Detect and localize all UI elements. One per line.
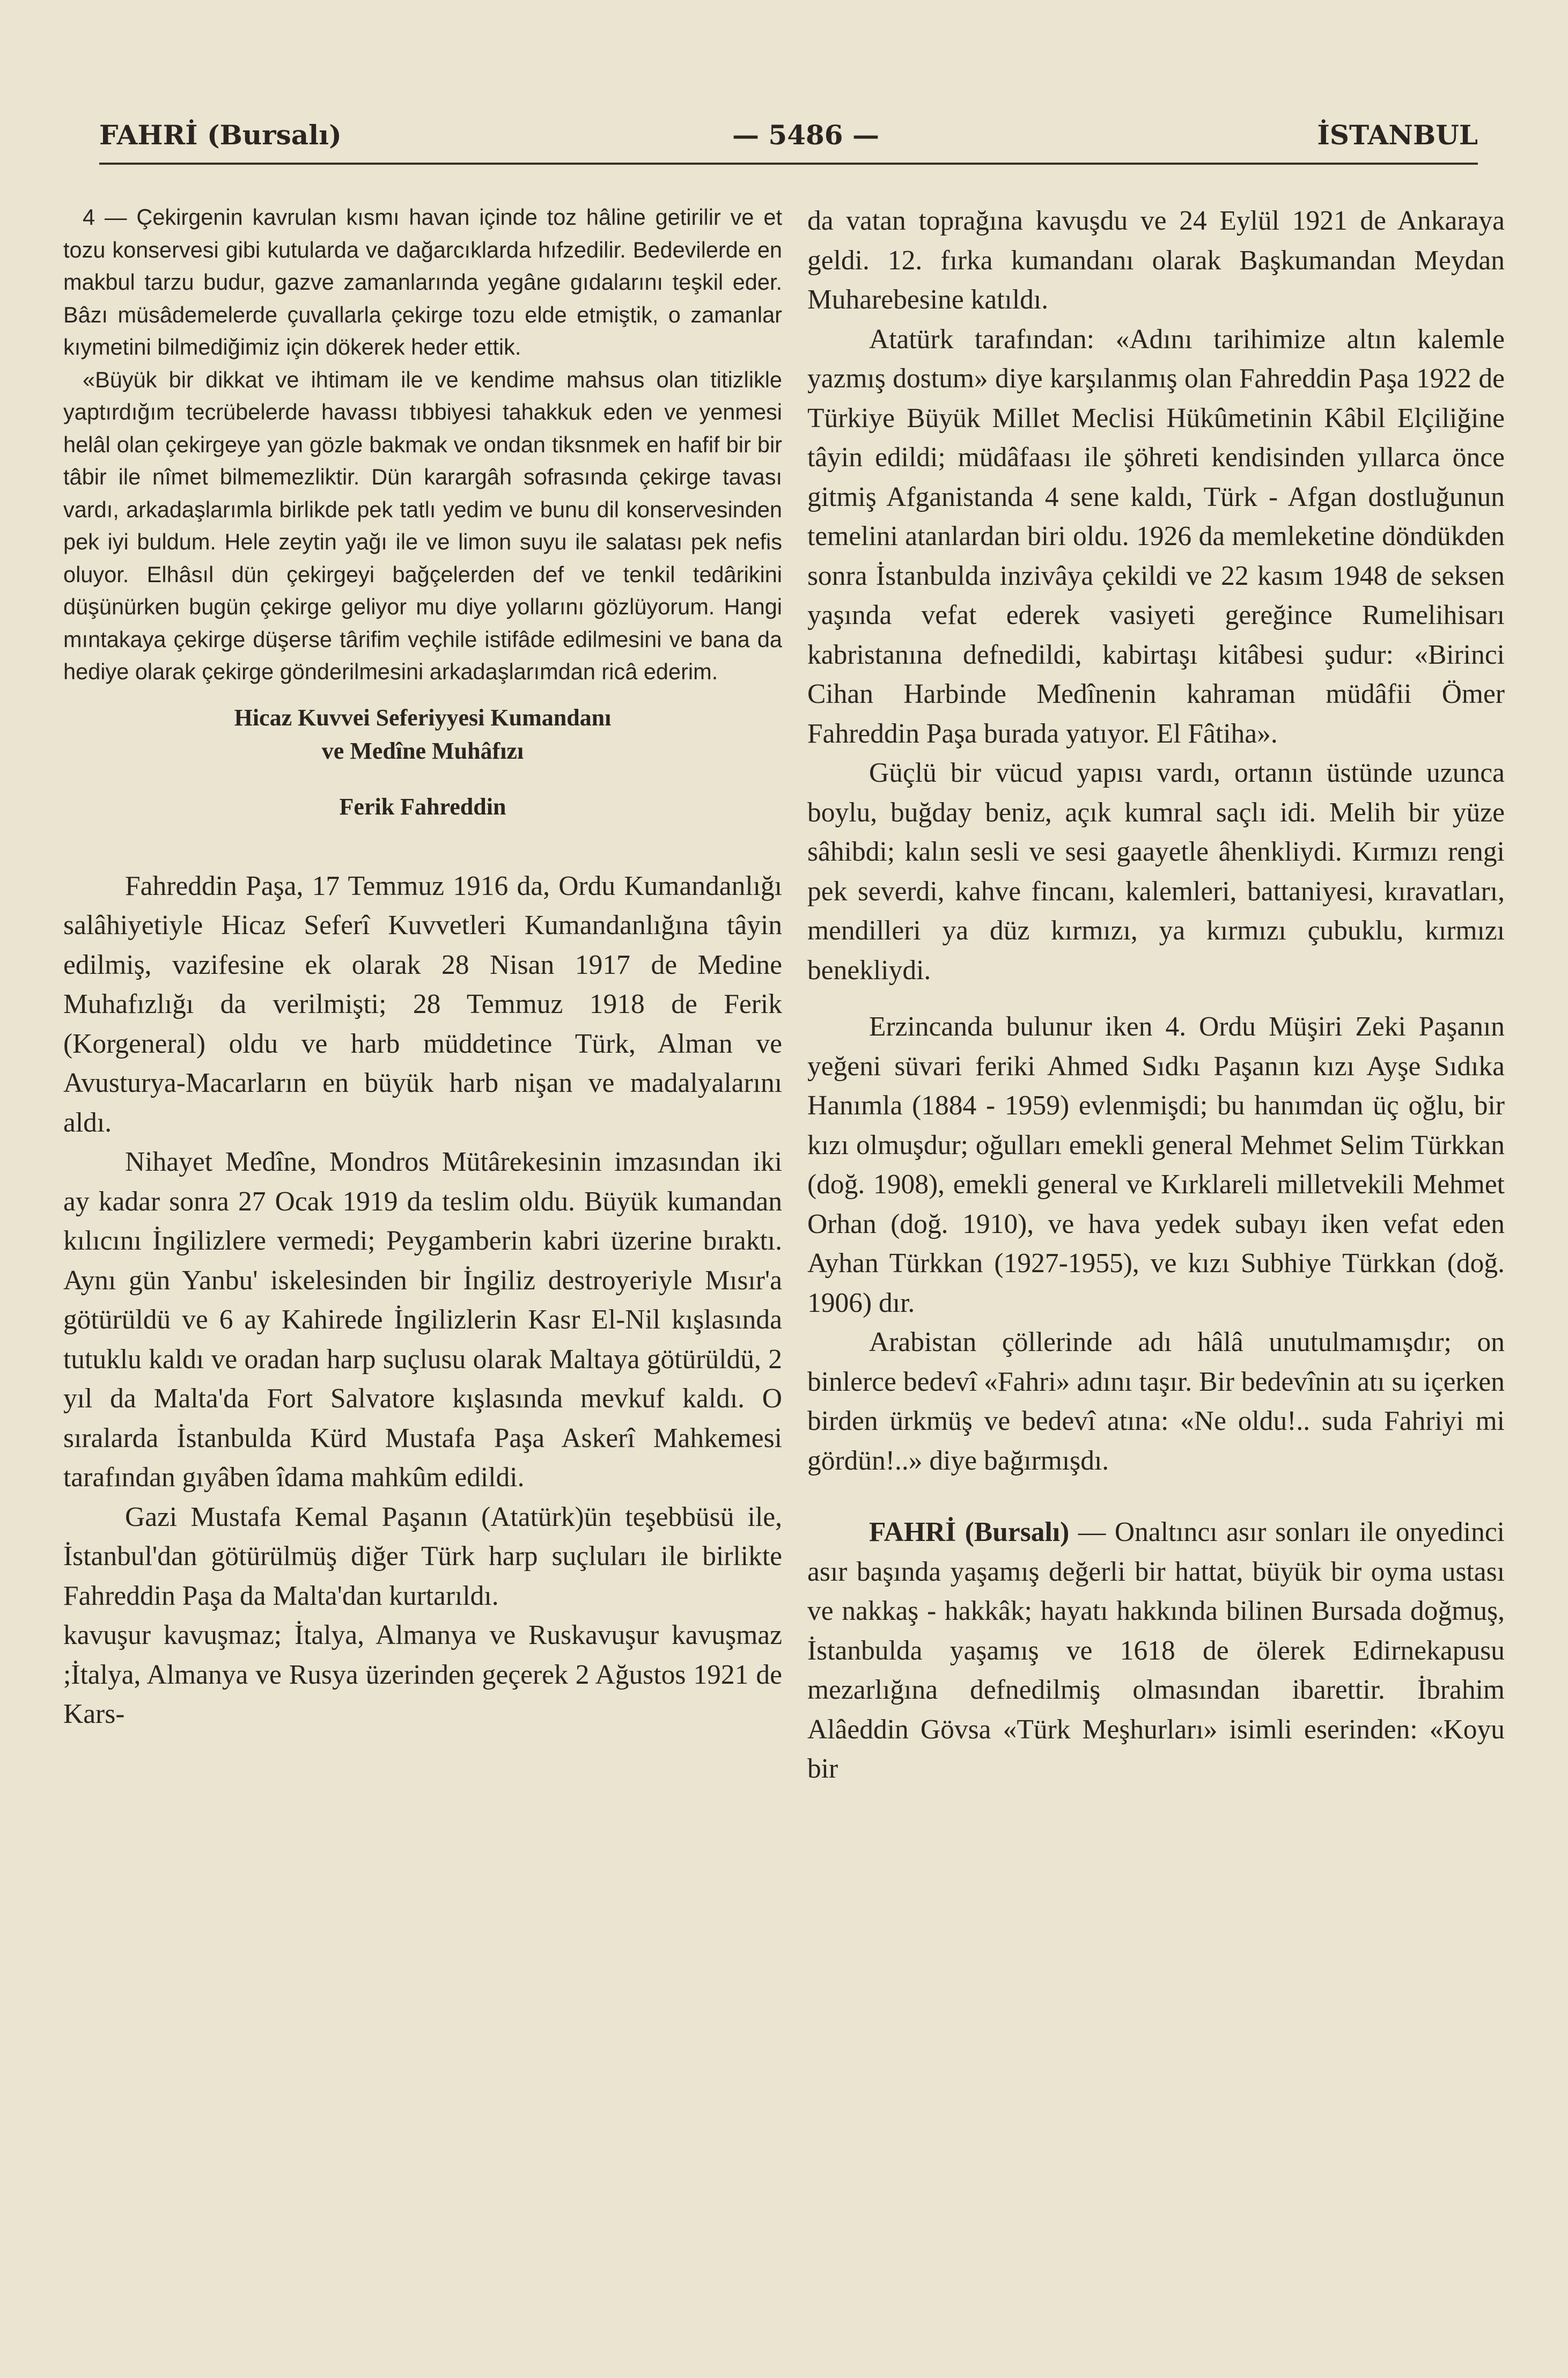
body-paragraph: da vatan toprağına kavuşdu ve 24 Eylül 1921 de Ankaraya geldi. 12. fırka kumandanı olarak Başkumandan Meydan Muharebesine katıldı. xyxy=(807,205,1505,315)
signature-title: Hicaz Kuvvei Seferiyyesi Kumandanı xyxy=(234,704,612,731)
article-body-right xyxy=(807,201,1505,1789)
entry-text: — Onaltıncı asır sonları ile onyedinci asır başında yaşamış değerli bir hattat, büyük bir oyma ustası ve nakkaş - hakkâk; hayatı hakkında bilinen Bursada doğmuş, İstanbulda yaşamış ve 1618 de ölerek Edirnekapusu mezarlığına defnedilmiş olmasından ibarettir. İbrahim Alâeddin Gövsa «Türk Meşhurları» isimli eserinden: «Koyu bir xyxy=(807,1517,1505,1784)
body-paragraph: Nihayet Medîne, Mondros Mütârekesinin imzasından iki ay kadar sonra 27 Ocak 1919 da teslim oldu. Büyük kumandan kılıcını İngilizlere vermedi; Peygamberin kabri üzerine bıraktı. Aynı gün Yanbu' iskelesinden bir İngiliz destroyeriyle Mısır'a götürüldü ve 6 ay Kahirede İngilizlerin Kasr El-Nil kışlasında tutuklu kaldı ve oradan harp suçlusu olarak Maltaya götürüldü, 2 yıl da Malta'da Fort Salvatore kışlasında mevkuf kaldı. O sıralarda İstanbulda Kürd Mustafa Paşa Askerî Mahkemesi tarafından gıyâben îdama mahkûm edildi. xyxy=(63,1147,782,1493)
body-paragraph: Arabistan çöllerinde adı hâlâ unutulmamışdır; on binlerce bedevî «Fahri» adını taşır. Bir bedevînin atı su içerken birden ürkmüş ve bedevî atına: «Ne oldu!.. suda Fahriyi mi gördün!..» diye bağırmışdı. xyxy=(807,1327,1505,1476)
article-body-left xyxy=(63,867,782,1734)
entry-paragraph xyxy=(807,1513,1505,1789)
quote-paragraph: 4 — Çekirgenin kavrulan kısmı havan içinde toz hâline getirilir ve et tozu konservesi gibi kutularda ve dağarcıklarda hıfzedilir. Bedevilerde en makbul tarzu budur, gazve zamanlarında yegâne gıdalarını teşkil eder. Bâzı müsâdemelerde çuvallarla çekirge tozu elde etmiştik, o zamanlar kıymetini bilmediğimiz için dökerek heder ettik. xyxy=(63,204,782,359)
header-entry-name: FAHRİ (Bursalı) xyxy=(99,119,342,151)
quoted-letter xyxy=(63,201,782,688)
signature-title: ve Medîne Muhâfızı xyxy=(321,737,524,764)
header-rule xyxy=(99,163,1478,165)
body-paragraph: kavuşur kavuşmaz; İtalya, Almanya ve Ruskavuşur kavuşmaz ;İtalya, Almanya ve Rusya üzerinden geçerek 2 Ağustos 1921 de Kars- xyxy=(63,1620,782,1729)
page-header xyxy=(99,119,1478,157)
quote-paragraph: «Büyük bir dikkat ve ihtimam ile ve kendime mahsus olan titizlikle yaptırdığım tecrübelerde havassı tıbbiyesi tahakkuk eden ve yenmesi helâl olan çekirgeye yan gözle bakmak ve ondan tiksnmek en hafif bir bir tâbir ile nîmet bilmemezliktir. Dün karargâh sofrasında çekirge tavası vardı, arkadaşlarımla birlikde pek tatlı yedim ve bunu dil konservesinden pek iyi buldum. Hele zeytin yağı ile ve limon suyu ile salatası pek nefis oluyor. Elhâsıl dün çekirgeyi bağçelerden def ve tenkil tedârikini düşünürken bugün çekirge geliyor mu diye yollarını gözlüyorum. Hangi mıntakaya çekirge düşerse târifim veçhile istifâde edilmesini ve bana da hediye olarak çekirge gönderilmesini arkadaşlarımdan ricâ ederim. xyxy=(63,366,782,684)
right-column xyxy=(807,201,1505,1789)
signature-name: Ferik Fahreddin xyxy=(339,793,506,820)
body-paragraph: Atatürk tarafından: «Adını tarihimize altın kalemle yazmış dostum» diye karşılanmış olan Fahreddin Paşa 1922 de Türkiye Büyük Millet Meclisi Hükûmetinin Kâbil Elçiliğine tâyin edildi; müdâfaası ile şöhreti kendisinden yıllarca önce gitmiş Afganistanda 4 sene kaldı, Türk - Afgan dostluğunun temelini atanlardan biri oldu. 1926 da memleketine döndükden sonra İstanbulda inzivâya çekildi ve 22 kasım 1948 de seksen yaşında vefat ederek vasiyeti gereğince Rumelihisarı kabristanına defnedildi, kabirtaşı kitâbesi şudur: «Birinci Cihan Harbinde Medînenin kahraman müdâfii Ömer Fahreddin Paşa burada yatıyor. El Fâtiha». xyxy=(807,324,1505,749)
body-paragraph: Fahreddin Paşa, 17 Temmuz 1916 da, Ordu Kumandanlığı salâhiyetiyle Hicaz Seferî Kuvvetleri Kumandanlığına tâyin edilmiş, vazifesine ek olarak 28 Nisan 1917 de Medine Muhafızlığı da verilmişti; 28 Temmuz 1918 de Ferik (Korgeneral) oldu ve harb müddetince Türk, Alman ve Avusturya-Macarların en büyük harb nişan ve madalyalarını aldı. xyxy=(63,870,782,1138)
header-volume-title: İSTANBUL xyxy=(1317,119,1478,151)
page-number: — 5486 — xyxy=(732,119,879,151)
body-paragraph: Erzincanda bulunur iken 4. Ordu Müşiri Zeki Paşanın yeğeni süvari feriki Ahmed Sıdkı Paşanın kızı Ayşe Sıdıka Hanımla (1884 - 1959) evlenmişdi; bu hanımdan üç oğlu, bir kızı olmuşdur; oğulları emekli general Mehmet Selim Türkkan (doğ. 1908), emekli general ve Kırklareli milletvekili Mehmet Orhan (doğ. 1910), ve hava yedek subayı iken vefat eden Ayhan Türkkan (1927-1955), ve kızı Subhiye Türkkan (doğ. 1906) dır. xyxy=(807,1011,1505,1318)
entry-headword: FAHRİ (Bursalı) xyxy=(869,1517,1070,1547)
body-paragraph: Gazi Mustafa Kemal Paşanın (Atatürk)ün teşebbüsü ile, İstanbul'dan götürülmüş diğer Türk harp suçluları ile birlikte Fahreddin Paşa da Malta'dan kurtarıldı. xyxy=(63,1501,782,1611)
left-column xyxy=(63,201,782,1734)
body-paragraph: Güçlü bir vücud yapısı vardı, ortanın üstünde uzunca boylu, buğday beniz, açık kumral saçlı idi. Melih bir yüze sâhibdi; kalın sesli ve sesi gaayetle âhenkliydi. Kırmızı rengi pek severdi, kahve fincanı, kalemleri, battaniyesi, kıravatları, mendilleri ya düz kırmızı, ya kırmızı çubuklu, kırmızı benekliydi. xyxy=(807,758,1505,986)
